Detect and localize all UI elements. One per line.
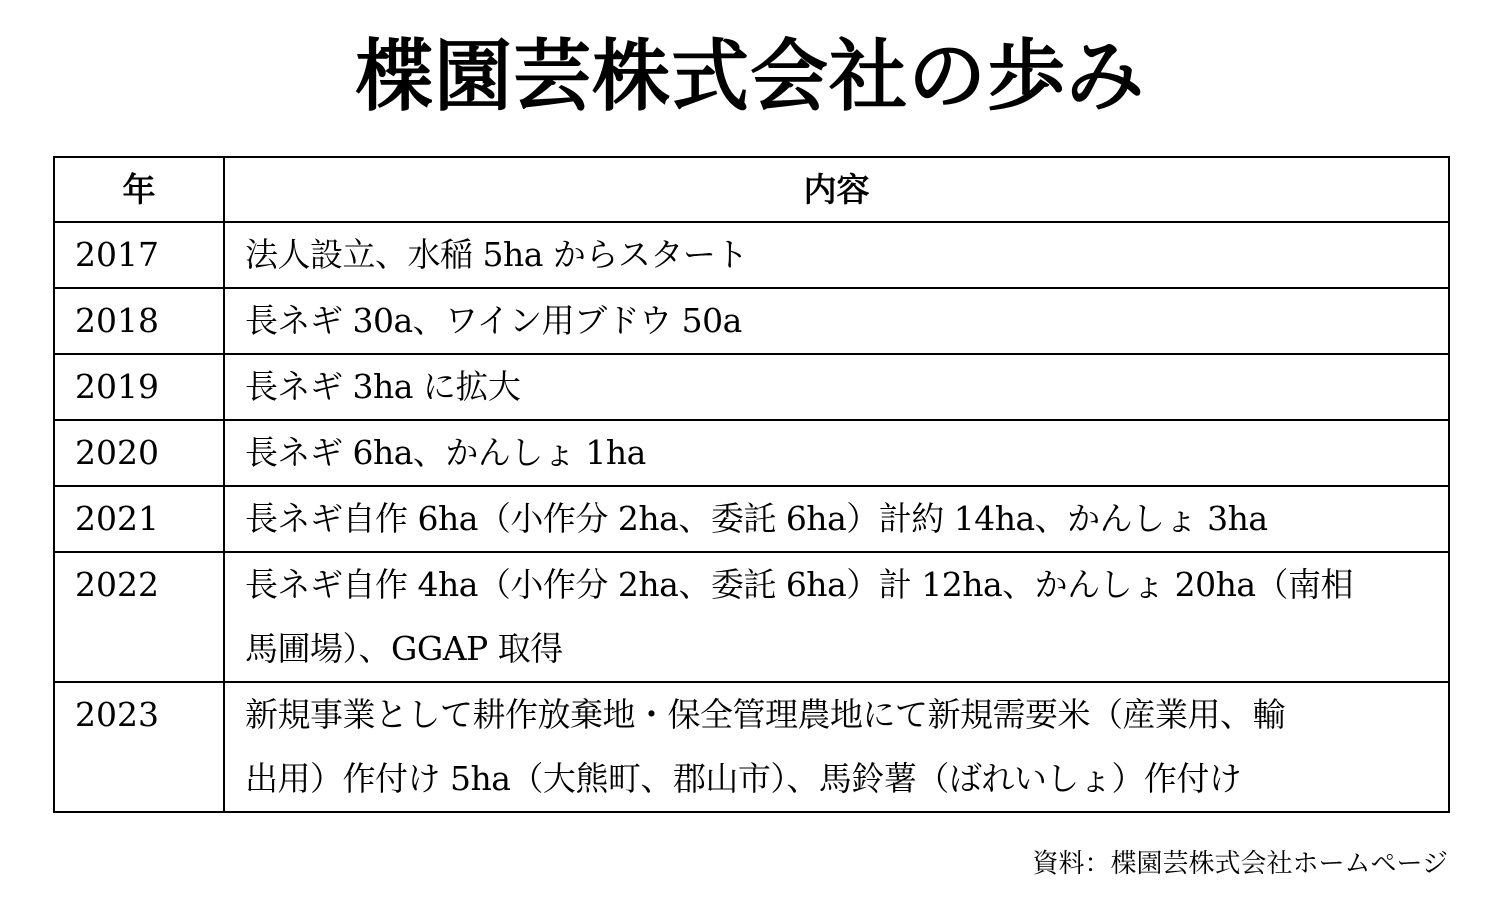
content-line: 長ネギ自作 4ha（小作分 2ha、委託 6ha）計 12ha、かんしょ 20ha（南相: [245, 565, 1354, 604]
year-cell: 2022: [54, 552, 224, 682]
content-cell: [224, 420, 1449, 486]
source-note: 資料：楪園芸株式会社ホームページ: [1032, 849, 1448, 879]
content-line: 長ネギ 30a、ワイン用ブドウ 50a: [245, 301, 742, 340]
content-cell: [224, 682, 1449, 812]
content-line: 法人設立、水稲 5ha からスタート: [245, 235, 748, 274]
table-row: [54, 486, 1449, 552]
history-table: [53, 156, 1450, 813]
year-cell: 2017: [54, 222, 224, 288]
year-cell: 2019: [54, 354, 224, 420]
table-row: [54, 354, 1449, 420]
page-title: 楪園芸株式会社の歩み: [354, 32, 1145, 122]
content-cell: [224, 222, 1449, 288]
table-row: [54, 552, 1449, 682]
year-column-header: 年: [54, 157, 224, 222]
content-line: 長ネギ 3ha に拡大: [245, 367, 521, 406]
content-cell: [224, 288, 1449, 354]
content-line: 馬圃場）、GGAP 取得: [245, 629, 563, 668]
table-row: [54, 222, 1449, 288]
table-row: [54, 420, 1449, 486]
content-cell: [224, 354, 1449, 420]
table-row: [54, 288, 1449, 354]
table-row: [54, 682, 1449, 812]
content-line: 長ネギ自作 6ha（小作分 2ha、委託 6ha）計約 14ha、かんしょ 3ha: [245, 499, 1268, 538]
content-line: 新規事業として耕作放棄地・保全管理農地にて新規需要米（産業用、輸: [245, 695, 1285, 734]
year-cell: 2020: [54, 420, 224, 486]
content-line: 長ネギ 6ha、かんしょ 1ha: [245, 433, 646, 472]
content-column-header: 内容: [224, 157, 1449, 222]
year-cell: 2023: [54, 682, 224, 812]
year-cell: 2021: [54, 486, 224, 552]
table-header-row: [54, 157, 1449, 222]
content-line: 出用）作付け 5ha（大熊町、郡山市）、馬鈴薯（ばれいしょ）作付け: [245, 759, 1242, 798]
content-cell: [224, 552, 1449, 682]
content-cell: [224, 486, 1449, 552]
year-cell: 2018: [54, 288, 224, 354]
